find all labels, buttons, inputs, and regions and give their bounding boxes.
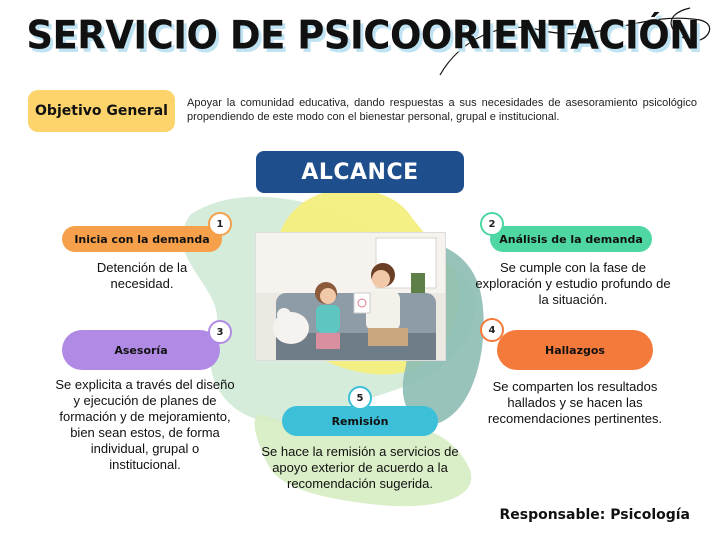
step-5-description: Se hace la remisión a servicios de apoyo exterior de acuerdo a la recomendación sugerida.: [261, 444, 459, 491]
step-3-label: Asesoría: [62, 330, 220, 370]
objective-text: Apoyar la comunidad educativa, dando respuestas a sus necesidades de asesoramiento psicológico propendiendo de este modo con el bienestar personal, grupal e institucional.: [187, 97, 697, 123]
step-2-label: Análisis de la demanda: [490, 226, 652, 252]
step-4-label: Hallazgos: [497, 330, 653, 370]
step-1-description: Detención de la necesidad.: [96, 260, 188, 291]
step-1-number: 1: [208, 212, 232, 236]
step-4-number: 4: [480, 318, 504, 342]
counseling-photo: [255, 232, 446, 361]
page-title: SERVICIO DE PSICOORIENTACIÓN: [26, 12, 700, 59]
step-3-description: Se explicita a través del diseño y ejecución de planes de formación y de mejoramiento, bien sean estos, de forma individual, grupal o institucional.: [55, 377, 235, 472]
responsible-label: Responsable: Psicología: [499, 507, 690, 523]
step-1-label: Inicia con la demanda: [62, 226, 222, 252]
alcance-heading: ALCANCE: [256, 151, 464, 193]
step-4-description: Se comparten los resultados hallados y se hacen las recomendaciones pertinentes.: [487, 379, 663, 426]
step-3-number: 3: [208, 320, 232, 344]
step-2-number: 2: [480, 212, 504, 236]
step-5-number: 5: [348, 386, 372, 410]
step-5-label: Remisión: [282, 406, 438, 436]
objective-label: Objetivo General: [28, 90, 175, 132]
step-2-description: Se cumple con la fase de exploración y estudio profundo de la situación.: [475, 260, 671, 307]
